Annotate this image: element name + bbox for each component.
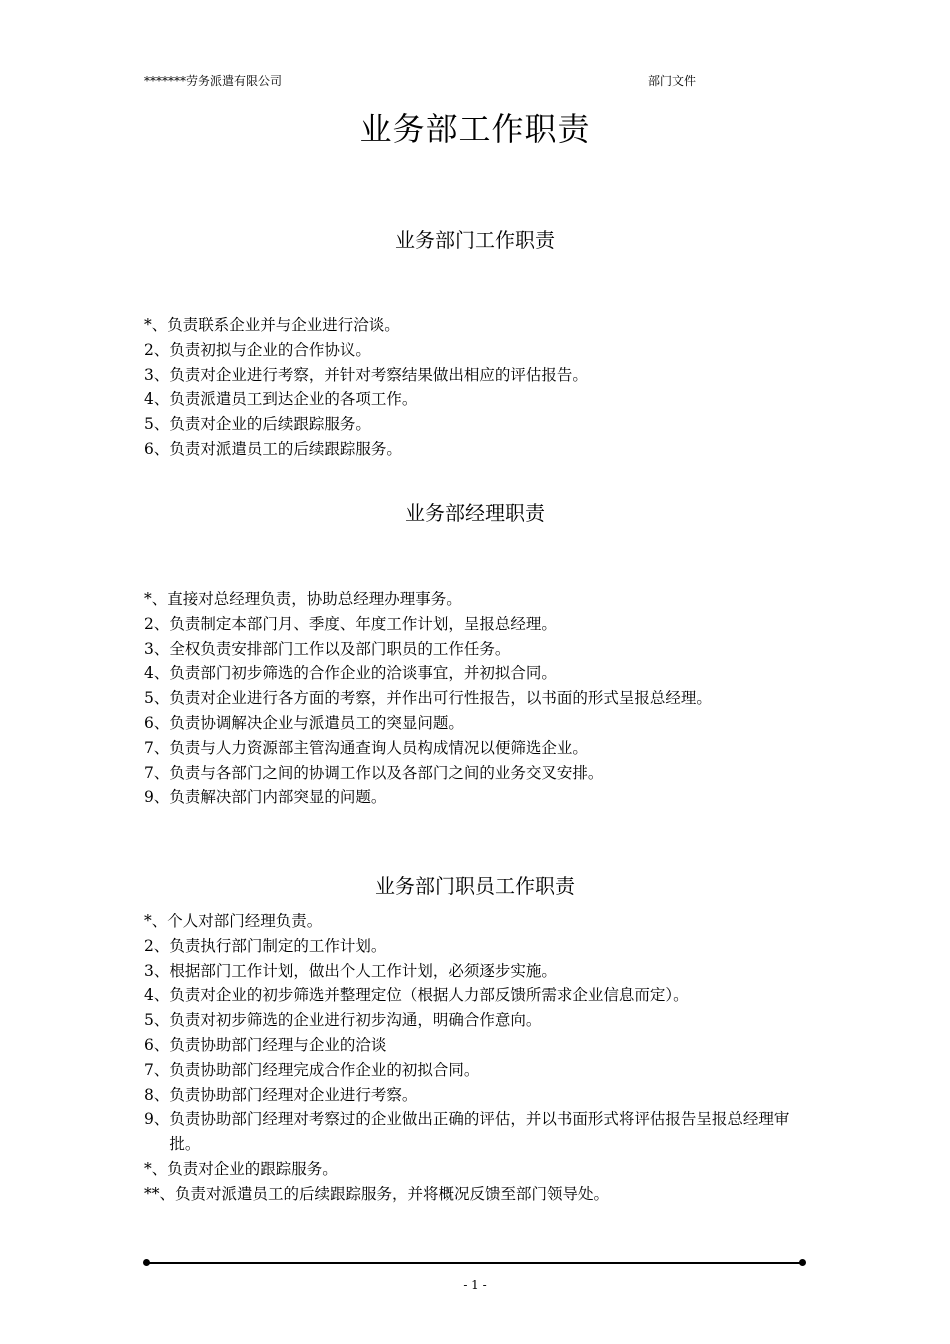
section-heading: 业务部经理职责 (405, 501, 545, 525)
item-text: 根据部门工作计划，做出个人工作计划，必须逐步实施。 (169, 961, 557, 980)
header-company: *******劳务派遣有限公司 (144, 74, 283, 88)
item-list (144, 909, 810, 1207)
item-text: 直接对总经理负责，协助总经理办理事务。 (167, 590, 462, 608)
list-item (144, 1182, 810, 1207)
list-item (144, 959, 810, 984)
item-text: 负责解决部门内部突显的问题。 (169, 788, 387, 807)
list-item (144, 387, 810, 412)
item-number: 8、 (144, 1085, 170, 1104)
page-title: 业务部工作职责 (359, 110, 591, 148)
list-item (144, 736, 810, 761)
list-item (144, 1008, 810, 1033)
item-number: *、 (144, 912, 168, 930)
item-number: 4、 (144, 390, 170, 409)
item-text: 负责对企业的后续跟踪服务。 (169, 415, 371, 434)
item-number: **、 (144, 1184, 176, 1203)
item-number: 9、 (144, 1110, 170, 1129)
item-number: *、 (144, 1159, 168, 1178)
header-doc-type: 部门文件 (648, 74, 697, 88)
item-number: 7、 (144, 763, 170, 782)
item-number: 3、 (144, 365, 170, 384)
item-text: 负责对企业进行考察，并针对考察结果做出相应的评估报告。 (169, 365, 588, 384)
list-item (144, 686, 810, 711)
list-item (144, 785, 810, 810)
list-item (144, 909, 810, 934)
item-list (144, 313, 810, 462)
section-heading: 业务部门职员工作职责 (375, 874, 575, 898)
item-number: *、 (144, 316, 168, 334)
footer-rule-dot-left (143, 1259, 150, 1266)
list-item (144, 437, 810, 462)
item-text: 负责对初步筛选的企业进行初步沟通，明确合作意向。 (169, 1011, 542, 1030)
item-text: 负责对派遣员工的后续跟踪服务。 (169, 439, 402, 458)
item-number: 3、 (144, 639, 170, 658)
item-number: 9、 (144, 788, 170, 807)
list-item (144, 1107, 810, 1157)
section-heading: 业务部门工作职责 (395, 228, 555, 252)
list-item (144, 313, 810, 338)
item-number: 5、 (144, 1011, 170, 1030)
item-number: 7、 (144, 1060, 170, 1079)
item-number: 4、 (144, 664, 170, 683)
item-text: 负责制定本部门月、季度、年度工作计划，呈报总经理。 (169, 614, 557, 633)
item-text: 负责与人力资源部主管沟通查询人员构成情况以便筛选企业。 (169, 738, 588, 757)
item-number: 6、 (144, 713, 170, 732)
item-text: 负责与各部门之间的协调工作以及各部门之间的业务交叉安排。 (169, 763, 604, 782)
item-number: 4、 (144, 986, 170, 1005)
list-item (144, 661, 810, 686)
item-text: 负责部门初步筛选的合作企业的洽谈事宜，并初拟合同。 (169, 664, 557, 683)
list-item (144, 983, 810, 1008)
list-item (144, 1157, 810, 1182)
page-number: - 1 - (463, 1278, 487, 1292)
item-text: 负责协助部门经理完成合作企业的初拟合同。 (169, 1060, 480, 1079)
item-text: 负责对派遣员工的后续跟踪服务，并将概况反馈至部门领导处。 (175, 1184, 610, 1203)
item-text: 负责对企业进行各方面的考察，并作出可行性报告，以书面的形式呈报总经理。 (169, 689, 712, 708)
list-item (144, 1033, 810, 1058)
item-text: 负责派遣员工到达企业的各项工作。 (169, 390, 418, 409)
item-list (144, 587, 810, 810)
list-item (144, 934, 810, 959)
item-number: 2、 (144, 936, 170, 955)
list-item (144, 637, 810, 662)
list-item (144, 363, 810, 388)
item-text: 全权负责安排部门工作以及部门职员的工作任务。 (169, 639, 511, 658)
list-item (144, 587, 810, 612)
item-text: 负责对企业的跟踪服务。 (167, 1159, 338, 1178)
item-number: 2、 (144, 614, 170, 633)
item-number: 5、 (144, 689, 170, 708)
list-item (144, 338, 810, 363)
item-number: 6、 (144, 439, 170, 458)
footer-rule (146, 1262, 802, 1264)
list-item (144, 1083, 810, 1108)
item-text: 负责协调解决企业与派遣员工的突显问题。 (169, 713, 464, 732)
list-item (144, 612, 810, 637)
item-text: 负责协助部门经理对考察过的企业做出正确的评估，并以书面形式将评估报告呈报总经理审批。 (169, 1110, 790, 1154)
item-number: 7、 (144, 738, 170, 757)
list-item (144, 711, 810, 736)
item-text: 负责协助部门经理与企业的洽谈 (169, 1035, 387, 1054)
item-text: 负责执行部门制定的工作计划。 (169, 936, 387, 955)
item-text: 负责初拟与企业的合作协议。 (169, 340, 371, 359)
item-text: 负责协助部门经理对企业进行考察。 (169, 1085, 418, 1104)
item-number: *、 (144, 590, 168, 608)
item-text: 个人对部门经理负责。 (167, 912, 323, 930)
item-number: 2、 (144, 340, 170, 359)
list-item (144, 412, 810, 437)
item-number: 5、 (144, 415, 170, 434)
item-text: 负责对企业的初步筛选并整理定位（根据人力部反馈所需求企业信息而定）。 (169, 986, 689, 1005)
list-item (144, 761, 810, 786)
list-item (144, 1058, 810, 1083)
item-number: 3、 (144, 961, 170, 980)
footer-rule-dot-right (799, 1259, 806, 1266)
item-text: 负责联系企业并与企业进行洽谈。 (167, 316, 400, 334)
item-number: 6、 (144, 1035, 170, 1054)
